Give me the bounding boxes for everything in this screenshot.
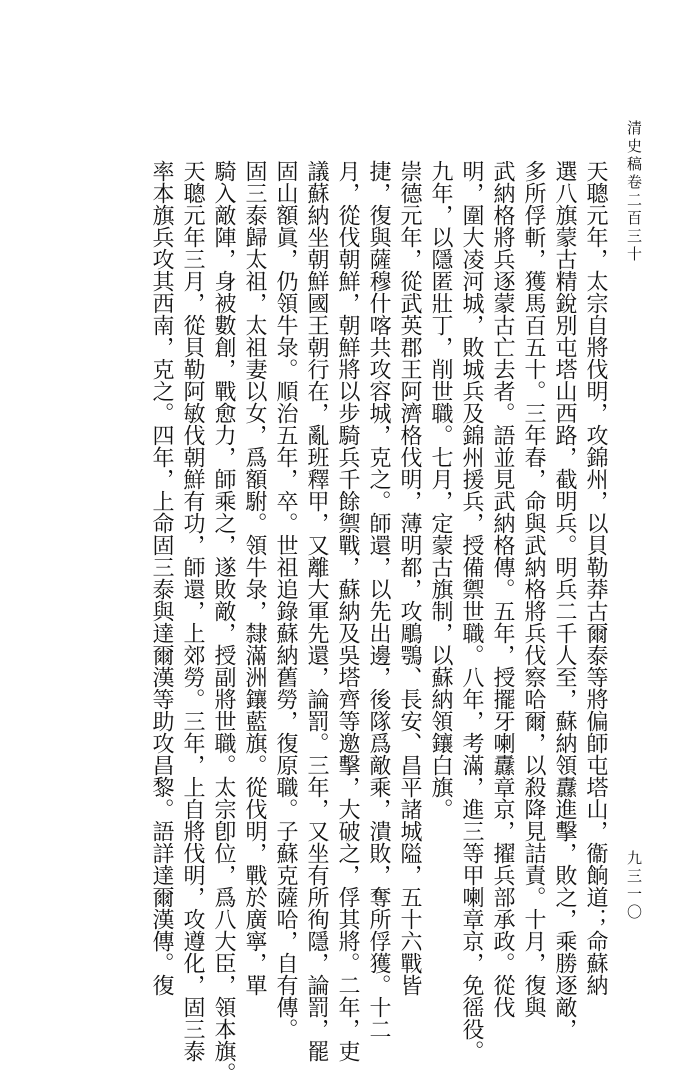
text-line: 選八旗蒙古精銳別屯塔山西路，截明兵。明兵二千人至，蘇納領纛進擊，敗之，乘勝逐敵，	[552, 160, 577, 1040]
page-number: 九三一〇	[625, 850, 643, 922]
text-line: 議蘇納坐朝鮮國王朝行在，亂班釋甲，又離大軍先還，論罰。三年，又坐有所徇隱，論罰，罷	[304, 160, 329, 1062]
text-line: 固三泰歸太祖，太祖妻以女，爲額駙。領牛彔，隸滿洲鑲藍旗。從伐明，戰於廣寧，單	[242, 160, 267, 996]
text-line: 九年，以隱匿壯丁，削世職。七月，定蒙古旗制，以蘇納領鑲白旗。	[428, 160, 453, 820]
running-header-title: 清史稿卷二百三十	[625, 120, 643, 264]
text-line: 多所俘斬，獲馬百五十。三年春，命與武納格將兵伐察哈爾，以殺降見詰責。十月，復與	[521, 160, 546, 1018]
text-line: 捷，復與薩穆什喀共攻容城，克之。師還，以先出邊，後隊爲敵乘，潰敗，奪所俘獲。十二	[366, 160, 391, 1040]
text-line: 崇德元年，從武英郡王阿濟格伐明，薄明都，攻鵰鶚、長安、昌平諸城隘，五十六戰皆	[397, 160, 422, 996]
text-line: 天聰元年，太宗自將伐明，攻錦州，以貝勒莽古爾泰等將偏師屯塔山，衞餉道；命蘇納	[583, 160, 608, 996]
text-line: 明，圍大凌河城，敗城兵及錦州援兵，授備禦世職。八年，考滿，進三等甲喇章京，免徭役。	[459, 160, 484, 1062]
body-text	[31, 160, 611, 1084]
text-line: 固山額眞，仍領牛彔。順治五年，卒。世祖追錄蘇納舊勞，復原職。子蘇克薩哈，自有傳。	[273, 160, 298, 1040]
text-line: 武納格將兵逐蒙古亡去者。語並見武納格傳。五年，授擺牙喇纛章京，擢兵部承政。從伐	[490, 160, 515, 1018]
text-line: 率本旗兵攻其西南，克之。四年，上命固三泰與達爾漢等助攻昌黎。語詳達爾漢傳。復	[149, 160, 174, 996]
text-line: 月，從伐朝鮮，朝鮮將以步騎兵千餘禦戰，蘇納及吳塔齊等邀擊，大破之，俘其將。二年，吏	[335, 160, 360, 1062]
text-line: 天聰元年三月，從貝勒阿敏伐朝鮮有功，師還，上郊勞。三年，上自將伐明，攻遵化，固三泰	[180, 160, 205, 1062]
text-line: 騎入敵陣，身被數創，戰愈力，師乘之，遂敗敵，授副將世職。太宗卽位，爲八大臣，領本旗。	[211, 160, 236, 1084]
